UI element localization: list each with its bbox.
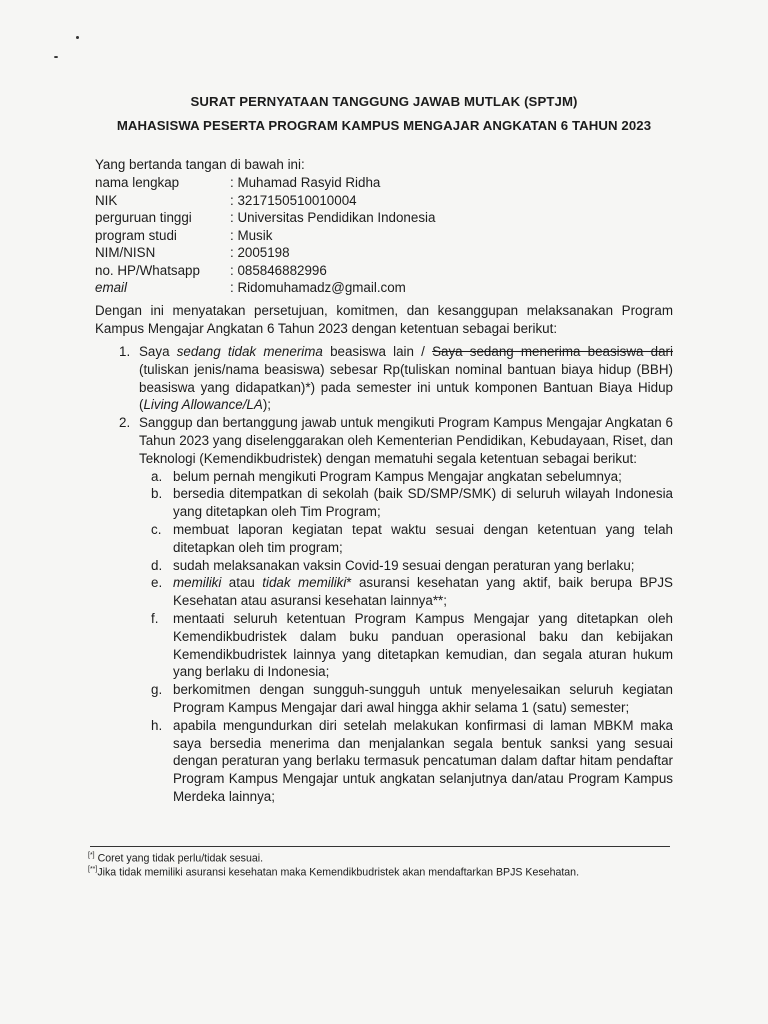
sub-item: f. mentaati seluruh ketentuan Program Kampus Mengajar yang ditetapkan oleh Kemendikbudristek dalam buku panduan operasional baku dan kebijakan Kemendikbudristek lainnya yang ditetapkan kemudian, dan segala aturan hukum yang berlaku di Indonesia; xyxy=(151,610,673,680)
sub-item: c. membuat laporan kegiatan tepat waktu sesuai dengan ketentuan yang telah ditetapkan oleh tim program; xyxy=(151,521,673,555)
list-item: 2. Sanggup dan bertanggung jawab untuk mengikuti Program Kampus Mengajar Angkatan 6 Tahun 2023 yang diselenggarakan oleh Kementerian Pendidikan, Kebudayaan, Riset, dan Teknologi (Kemendikbudristek) dengan mematuhi segala ketentuan sebagai berikut: xyxy=(119,415,673,466)
field-value: : Universitas Pendidikan Indonesia xyxy=(230,210,436,225)
field-value: : 085846882996 xyxy=(230,262,327,278)
footnote-1: [*] Coret yang tidak perlu/tidak sesuai. xyxy=(88,852,264,865)
sub-item: e. memiliki atau tidak memiliki* asuransi kesehatan yang aktif, baik berupa BPJS Kesehatan atau asuransi kesehatan lainnya**; xyxy=(151,575,673,609)
sub-item-letter: g. xyxy=(151,682,163,698)
sub-item-letter: b. xyxy=(151,486,163,502)
document-title: SURAT PERNYATAAN TANGGUNG JAWAB MUTLAK (SPTJM) xyxy=(190,94,578,109)
field-value: : 3217150510010004 xyxy=(230,192,357,208)
field-label: nama lengkap xyxy=(95,175,180,190)
field-label: perguruan tinggi xyxy=(95,210,192,225)
footnote-2: [**]Jika tidak memiliki asuransi kesehatan maka Kemendikbudristek akan mendaftarkan BPJS Kesehatan. xyxy=(88,866,580,879)
selected-option: sedang tidak menerima xyxy=(176,344,323,359)
sub-item-letter: c. xyxy=(151,521,162,537)
field-value: : Ridomuhamadz@gmail.com xyxy=(230,280,406,295)
sub-item: a. belum pernah mengikuti Program Kampus Mengajar angkatan sebelumnya; xyxy=(151,468,622,484)
field-label: email xyxy=(95,280,127,295)
footnote-divider xyxy=(90,846,670,847)
field-label: program studi xyxy=(95,227,177,243)
sub-item-letter: f. xyxy=(151,610,159,626)
terms-list xyxy=(95,343,673,806)
sub-item: d. sudah melaksanakan vaksin Covid-19 sesuai dengan peraturan yang berlaku; xyxy=(151,557,635,573)
list-item: 1. Saya sedang tidak menerima beasiswa lain / Saya sedang menerima beasiswa dari (tuliskan jenis/nama beasiswa) sebesar Rp(tuliskan nominal bantuan biaya hidup (BBH) beasiswa yang didapatkan)*) pada semester ini untuk komponen Bantuan Biaya Hidup (Living Allowance/LA); xyxy=(119,344,673,413)
field-value: : Muhamad Rasyid Ridha xyxy=(230,175,381,190)
sub-item: g. berkomitmen dengan sungguh-sungguh untuk menyelesaikan seluruh kegiatan Program Kampus Mengajar dari awal hingga akhir selama 1 (satu) semester; xyxy=(151,682,673,715)
field-value: : Musik xyxy=(230,227,273,243)
scan-speck xyxy=(54,56,58,58)
sub-item-letter: e. xyxy=(151,575,163,591)
field-row-program xyxy=(95,227,435,245)
statement-paragraph: Dengan ini menyatakan persetujuan, komitmen, dan kesanggupan melaksanakan Program Kampus Mengajar Angkatan 6 Tahun 2023 dengan ketentuan sebagai berikut: xyxy=(95,303,673,336)
sub-item: h. apabila mengundurkan diri setelah melakukan konfirmasi di laman MBKM maka saya bersedia menerima dan menjalankan segala bentuk sanksi yang sesuai dengan peraturan yang berlaku termasuk pencatuman dalam daftar hitam pendaftar Program Kampus Mengajar untuk angkatan selanjutnya dan/atau Program Kampus Merdeka lainnya; xyxy=(151,717,673,804)
identity-fields xyxy=(95,174,435,297)
field-label: NIM/NISN xyxy=(95,245,156,260)
scan-speck xyxy=(76,36,79,39)
sub-item-letter: a. xyxy=(151,468,163,484)
footnote-mark: [**] xyxy=(88,866,98,873)
footnote-mark: [*] xyxy=(88,852,95,859)
document-subtitle: MAHASISWA PESERTA PROGRAM KAMPUS MENGAJAR ANGKATAN 6 TAHUN 2023 xyxy=(116,118,652,133)
intro-text: Yang bertanda tangan di bawah ini: xyxy=(95,157,305,172)
field-label: NIK xyxy=(95,192,118,208)
field-label: no. HP/Whatsapp xyxy=(95,262,200,278)
sub-item-letter: d. xyxy=(151,557,163,573)
item-number: 2. xyxy=(119,415,131,431)
field-row-university xyxy=(95,209,435,227)
struck-option: Saya sedang menerima beasiswa dari xyxy=(432,344,673,359)
field-row-phone xyxy=(95,262,435,280)
field-row-name xyxy=(95,174,435,192)
field-value: : 2005198 xyxy=(230,245,290,260)
field-row-nim xyxy=(95,244,435,262)
sub-item: b. bersedia ditempatkan di sekolah (baik SD/SMP/SMK) di seluruh wilayah Indonesia yang ditetapkan oleh Tim Program; xyxy=(151,486,673,520)
item-number: 1. xyxy=(119,344,131,359)
field-row-email xyxy=(95,279,435,297)
sub-item-letter: h. xyxy=(151,717,163,733)
field-row-nik xyxy=(95,192,435,210)
